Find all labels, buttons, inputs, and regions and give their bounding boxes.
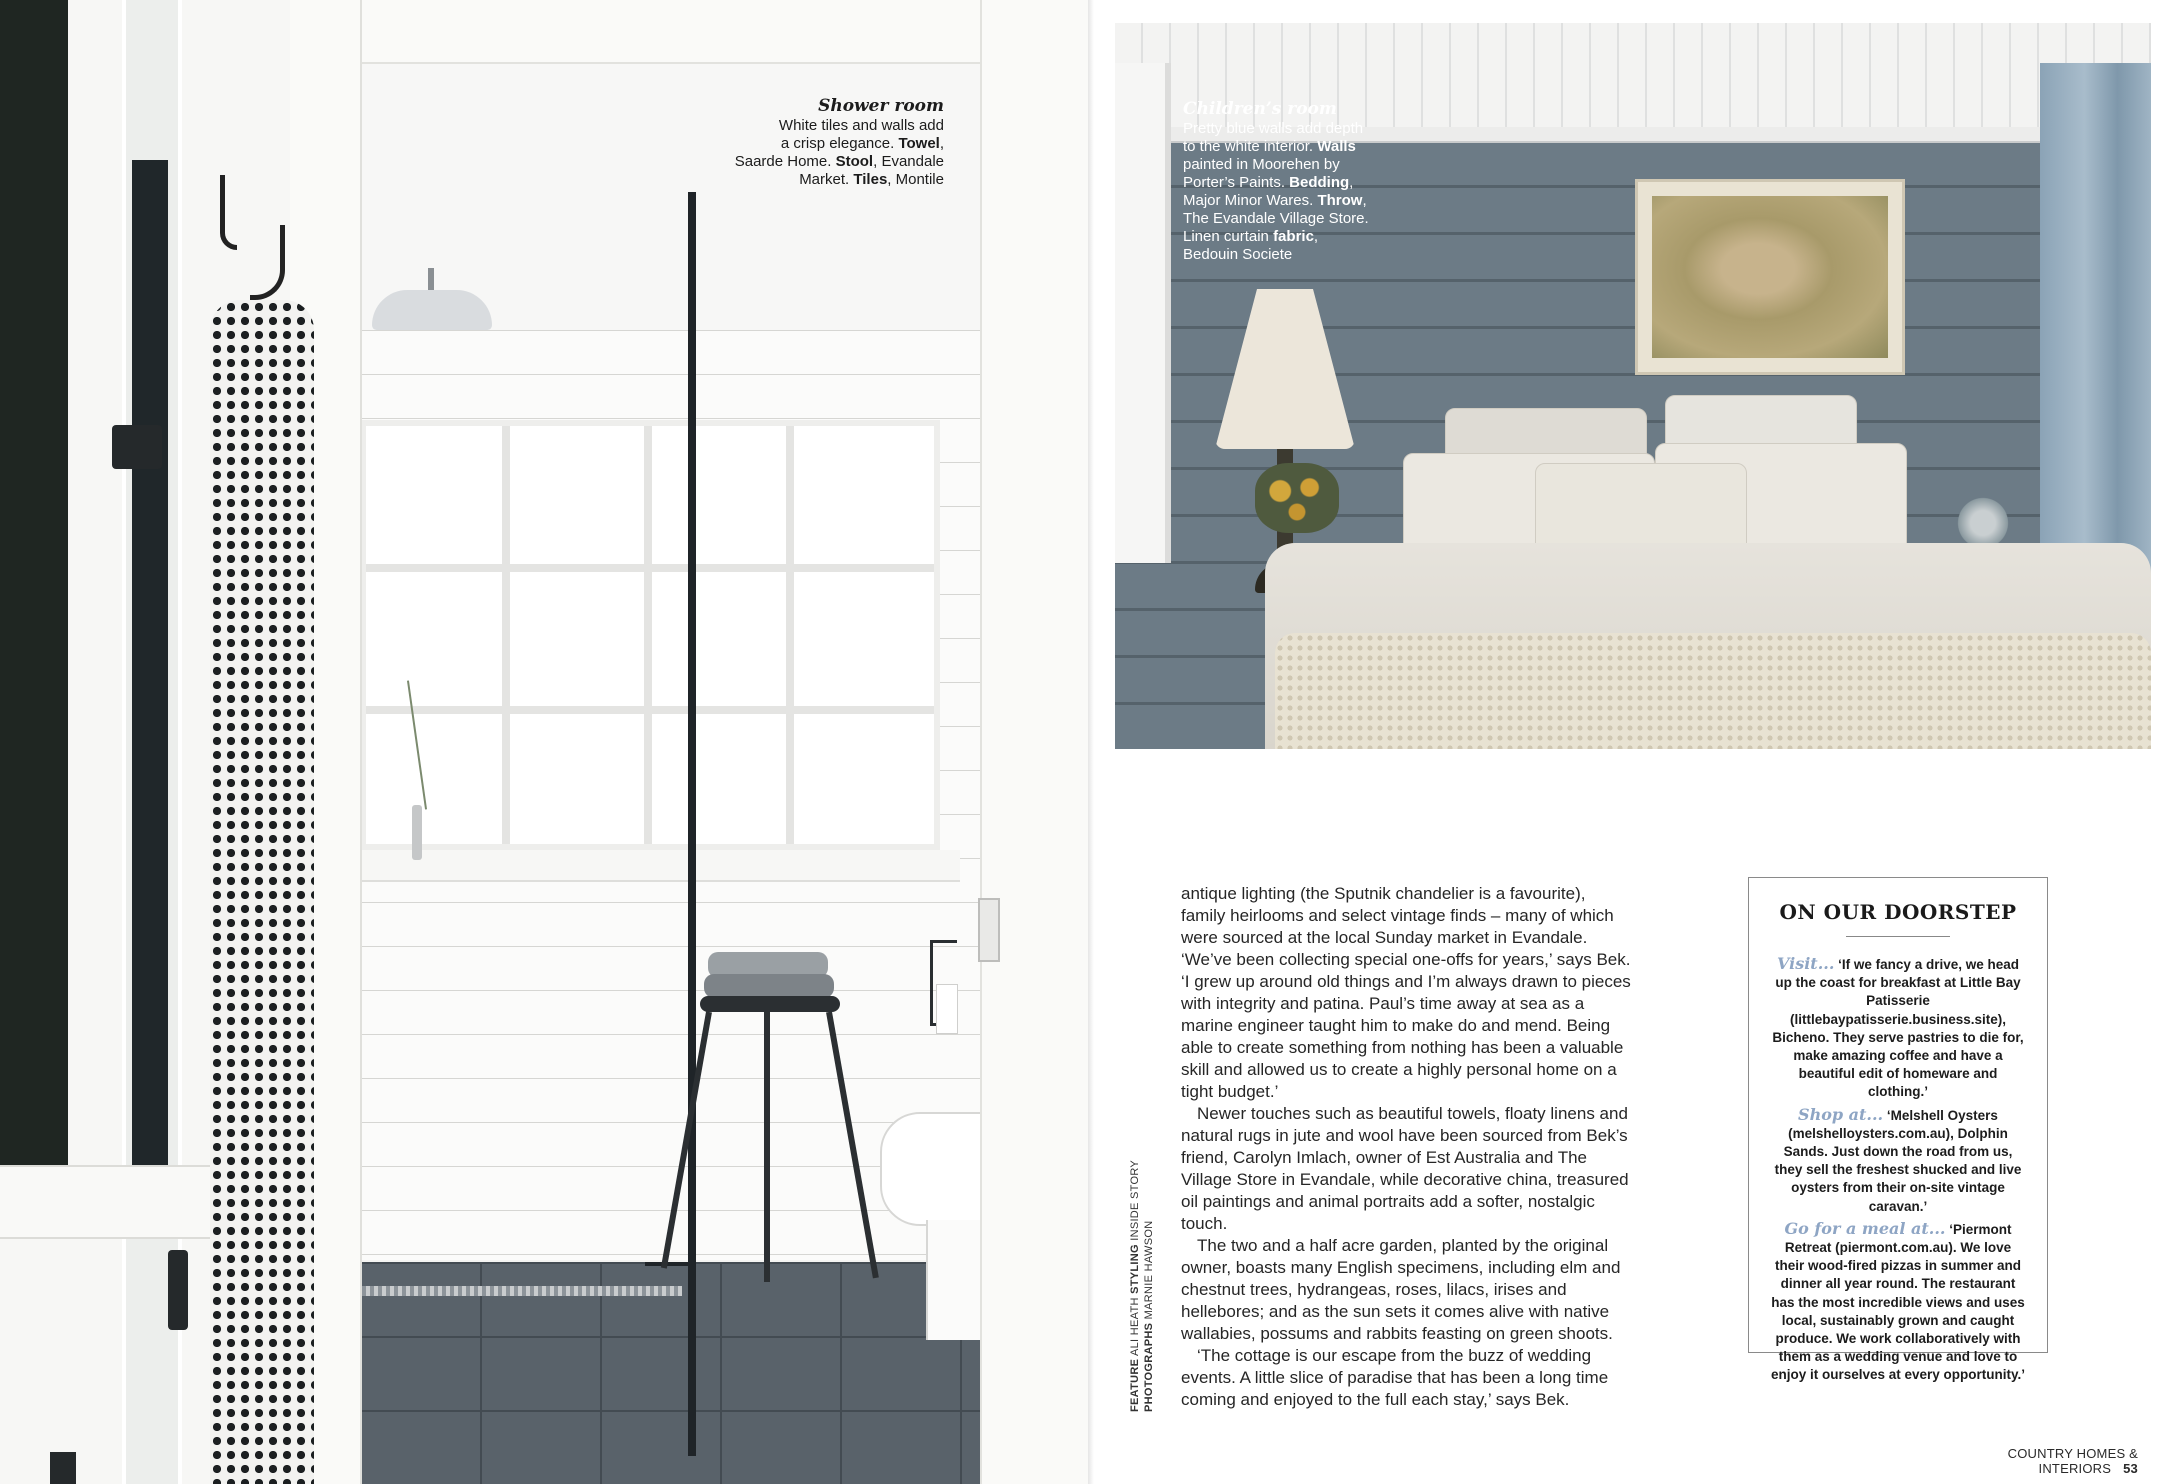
- article-body: [1181, 883, 1631, 1411]
- stool-leg: [764, 1012, 770, 1282]
- caption-text: ,: [1362, 192, 1367, 209]
- window: [1115, 63, 1171, 563]
- caption-text: , Evandale: [873, 153, 944, 170]
- door-window-dark: [132, 160, 168, 1220]
- caption-title: Children’s room: [1183, 99, 1337, 119]
- caption-text: Saarde Home.: [734, 153, 836, 170]
- sidebar-entry-lead: Visit...: [1777, 954, 1835, 973]
- article-paragraph: ‘The cottage is our escape from the buzz of wedding events. A little slice of paradise that has been a long time coming and enjoyed to the full each stay,’ says Bek.: [1181, 1346, 1609, 1409]
- caption-text: ,: [1349, 174, 1354, 191]
- credits-line-2: [1142, 1160, 1156, 1412]
- caption-text: Market.: [799, 171, 854, 188]
- sidebar-divider: [1846, 936, 1950, 937]
- caption-title: Shower room: [818, 96, 944, 116]
- sidebar-entry-lead: Shop at...: [1798, 1104, 1884, 1124]
- shower-room-caption: [700, 95, 944, 189]
- door-latch: [112, 425, 162, 469]
- glass-screen-base: [645, 1262, 692, 1266]
- toilet-bowl: [880, 1112, 984, 1226]
- floral-painting: [1635, 179, 1905, 375]
- childrens-room-caption: [1183, 98, 1383, 264]
- sidebar-entry-text: ‘If we fancy a drive, we head up the coast for breakfast at Little Bay Patisserie (littlebaypatisserie.business.site), Bicheno. They serve pastries to die for, make amazing coffee and have a beautiful edit of homeware and clothing.’: [1772, 957, 2024, 1100]
- stool-seat: [700, 996, 840, 1012]
- credits-line-1: [1128, 1160, 1142, 1412]
- caption-text: White tiles and walls add: [778, 117, 944, 134]
- floor-drain: [362, 1286, 682, 1296]
- credit-label: STYLING: [1129, 1244, 1141, 1294]
- caption-credit-label: Throw: [1317, 192, 1363, 209]
- caption-text: Bedouin Societe: [1183, 246, 1293, 263]
- caption-text: Porter’s Paints.: [1183, 174, 1290, 191]
- door-latch: [168, 1250, 188, 1330]
- door-frame-top: [290, 0, 1050, 64]
- article-paragraph: antique lighting (the Sputnik chandelier is a favourite), family heirlooms and select vintage finds – many of which were sourced at the local Sunday market in Evandale. ‘We’ve been collecting special one-offs for years,’ says Bek. ‘I grew up around old things and I’m always drawn to pieces with integrity and patina. Paul’s time away at sea as a marine engineer taught him to make do and mend. Being able to create something from nothing has been a valuable skill and allowed us to create a highly personal home on a tight budget.’: [1181, 884, 1631, 1101]
- toilet-base: [926, 1220, 982, 1340]
- credit-name: MARNIE HAWSON: [1143, 1220, 1155, 1320]
- sidebar-entry-text: ‘Piermont Retreat (piermont.com.au). We love their wood-fired pizzas in summer and dinner all year round. The restaurant has the most incredible views and uses local, sustainably grown and caught produce. We work collaboratively with them as a wedding venue and love to enjoy it ourselves at every opportunity.’: [1770, 1221, 2026, 1383]
- caption-credit-label: Bedding: [1289, 174, 1350, 191]
- wall-hook: [220, 175, 237, 250]
- sidebar-entry-meal: [1769, 1220, 2027, 1385]
- caption-text: a crisp elegance.: [780, 135, 899, 152]
- door-hinge: [978, 898, 1000, 962]
- checked-hanging-towel: [210, 300, 314, 1484]
- shower-head: [372, 290, 492, 330]
- caption-credit-label: fabric: [1273, 228, 1314, 245]
- caption-text: Linen curtain: [1183, 228, 1274, 245]
- caption-credit-label: Walls: [1317, 138, 1356, 155]
- credit-name: INSIDE STORY: [1129, 1159, 1141, 1241]
- credit-name: ALI HEATH: [1129, 1297, 1141, 1357]
- photo-credits: [1128, 1160, 1156, 1412]
- sidebar-title: ON OUR DOORSTEP: [1779, 900, 2017, 924]
- caption-text: Major Minor Wares.: [1183, 192, 1318, 209]
- page-footer: [1912, 1446, 2138, 1476]
- sidebar-entry-visit: [1769, 955, 2027, 1102]
- credit-label: PHOTOGRAPHS: [1143, 1322, 1155, 1412]
- sidebar-entry-text: ‘Melshell Oysters (melshelloysters.com.au), Dolphin Sands. Just down the road from us, they sell the freshest shucked and live oysters from their on-site vintage caravan.’: [1774, 1107, 2022, 1214]
- door-shadow: [0, 0, 68, 1220]
- window-sill: [360, 850, 960, 882]
- credit-label: FEATURE: [1129, 1358, 1141, 1412]
- bud-vase: [412, 805, 422, 860]
- bathroom-window: [360, 420, 940, 850]
- childrens-room-photo: [1115, 23, 2151, 749]
- caption-text: painted in Moorehen by: [1183, 156, 1340, 173]
- caption-text: Pretty blue walls add depth: [1183, 120, 1364, 137]
- sidebar-entry-lead: Go for a meal at...: [1784, 1218, 1946, 1238]
- knitted-throw: [1275, 633, 2151, 749]
- article-paragraph: The two and a half acre garden, planted by the original owner, boasts many English specimens, including elm and chestnut trees, hydrangeas, roses, lilacs, irises and hellebores; and as the sun sets it comes alive with native wallabies, possums and rabbits feasting on green shoots.: [1181, 1236, 1621, 1343]
- caption-text: , Montile: [887, 171, 944, 188]
- caption-text: ,: [1313, 228, 1319, 245]
- caption-credit-label: Towel: [898, 135, 940, 152]
- caption-credit-label: Stool: [835, 153, 874, 170]
- folded-towel: [704, 974, 834, 998]
- door-frame-right: [980, 0, 1088, 1484]
- doorstep-sidebar: [1748, 877, 2048, 1383]
- page-gutter: [1088, 0, 1094, 1484]
- sidebar-entry-shop: [1769, 1106, 2027, 1216]
- caption-text: to the white interior.: [1183, 138, 1318, 155]
- yellow-flowers: [1255, 463, 1339, 533]
- glass-screen-frame: [688, 192, 696, 1456]
- caption-text: ,: [939, 135, 944, 152]
- magazine-name: COUNTRY HOMES & INTERIORS: [2007, 1446, 2138, 1476]
- caption-text: The Evandale Village Store.: [1183, 210, 1369, 227]
- painting-canvas: [1652, 196, 1888, 358]
- door-latch: [50, 1452, 76, 1484]
- article-paragraph: Newer touches such as beautiful towels, floaty linens and natural rugs in jute and wool have been sourced from Bek’s friend, Carolyn Imlach, owner of Est Australia and The Village Store in Evandale, while decorative china, treasured oil paintings and animal portraits add a softer, nostalgic touch.: [1181, 1104, 1629, 1233]
- page-number: 53: [2123, 1461, 2138, 1476]
- caption-credit-label: Tiles: [853, 171, 888, 188]
- toilet-paper-roll: [936, 984, 958, 1034]
